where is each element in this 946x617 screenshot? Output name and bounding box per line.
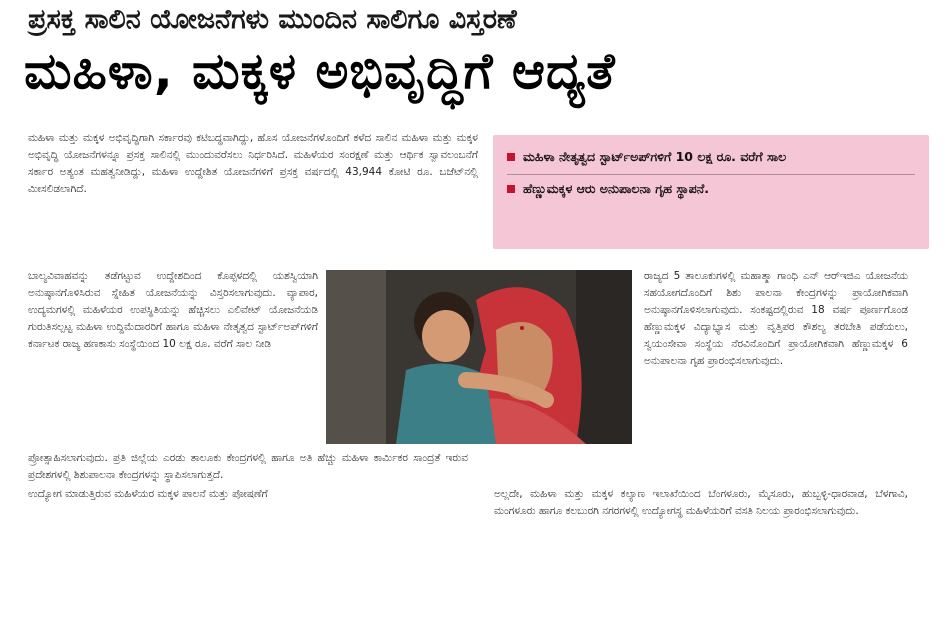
photo-illustration <box>326 270 632 444</box>
right-bottom-text: ಅಲ್ಲದೇ, ಮಹಿಳಾ ಮತ್ತು ಮಕ್ಕಳ ಕಲ್ಯಾಣ ಇಲಾಖೆಯಿಂದ ಬೆಂಗಳೂರು, ಮೈಸೂರು, ಹುಬ್ಬಳ್ಳಿ-ಧಾರವಾಡ, ಬೆಳಗಾವಿ, ಮಂಗಳೂರು ಹಾಗೂ ಕಲಬುರಗಿ ನಗರಗಳಲ್ಲಿ ಉದ್ಯೋಗಸ್ಥ ಮಹಿಳೆಯರಿಗೆ ವಸತಿ ನಿಲಯ ಪ್ರಾರಂಭಿಸಲಾಗುವುದು. <box>494 488 908 517</box>
right-bottom-column <box>494 486 908 522</box>
left-column <box>28 268 318 355</box>
highlight-item <box>507 175 915 206</box>
right-column <box>644 268 908 372</box>
square-bullet-icon <box>507 153 515 161</box>
left-bottom-text: ಪ್ರೋತ್ಸಾಹಿಸಲಾಗುವುದು. ಪ್ರತಿ ಜಿಲ್ಲೆಯ ಎರಡು ತಾಲೂಕು ಕೇಂದ್ರಗಳಲ್ಲಿ ಹಾಗೂ ಅತಿ ಹೆಚ್ಚು ಮಹಿಳಾ ಕಾರ್ಮಿಕರ ಸಾಂದ್ರತೆ ಇರುವ ಪ್ರದೇಶಗಳಲ್ಲಿ ಶಿಶುಪಾಲನಾ ಕೇಂದ್ರಗಳನ್ನು ಸ್ಥಾಪಿಸಲಾಗುತ್ತದೆ. <box>28 452 468 481</box>
highlights-box <box>493 135 929 249</box>
lead-text: ಮಹಿಳಾ ಮತ್ತು ಮಕ್ಕಳ ಅಭಿವೃದ್ಧಿಗಾಗಿ ಸರ್ಕಾರವು ಕಟಿಬದ್ಧವಾಗಿದ್ದು, ಹೊಸ ಯೋಜನೆಗಳೊಂದಿಗೆ ಕಳೆದ ಸಾಲಿನ ಮಹಿಳಾ ಮತ್ತು ಮಕ್ಕಳ ಅಭಿವೃದ್ಧಿ ಯೋಜನೆಗಳನ್ನೂ ಪ್ರಸಕ್ತ ಸಾಲಿನಲ್ಲಿ ಮುಂದುವರೆಸಲು ನಿರ್ಧರಿಸಿದೆ. ಮಹಿಳೆಯರ ಸಂರಕ್ಷಣೆ ಮತ್ತು ಆರ್ಥಿಕ ಸ್ವಾವಲಂಬನೆಗೆ ಸರ್ಕಾರ ಅತ್ಯಂತ ಮಹತ್ವನೀಡಿದ್ದು, ಮಹಿಳಾ ಉದ್ದೇಶಿತ ಯೋಜನೆಗಳಿಗೆ ಪ್ರಸಕ್ತ ವರ್ಷದಲ್ಲಿ 43,944 ಕೋಟಿ ರೂ. ಬಜೆಟ್‌ನಲ್ಲಿ ಮೀಸಲಿಡಲಾಗಿದೆ. <box>28 132 478 195</box>
highlight-text: ಮಹಿಳಾ ನೇತೃತ್ವದ ಸ್ಟಾರ್ಟ್‌ಅಪ್‌ಗಳಿಗೆ 10 ಲಕ್ಷ ರೂ. ವರೆಗೆ ಸಾಲ <box>523 149 787 164</box>
left-bottom-column <box>28 450 468 505</box>
article-subheadline: ಪ್ರಸಕ್ತ ಸಾಲಿನ ಯೋಜನೆಗಳು ಮುಂದಿನ ಸಾಲಿಗೂ ವಿಸ್ತರಣೆ <box>28 4 517 35</box>
lead-paragraph <box>28 130 478 200</box>
highlight-text: ಹೆಣ್ಣುಮಕ್ಕಳ ಆರು ಅನುಪಾಲನಾ ಗೃಹ ಸ್ಥಾಪನೆ. <box>523 181 709 196</box>
highlight-item <box>507 143 915 175</box>
left-column-text: ಬಾಲ್ಯವಿವಾಹವನ್ನು ತಡೆಗಟ್ಟುವ ಉದ್ದೇಶದಿಂದ ಕೊಪ್ಪಳದಲ್ಲಿ ಯಶಸ್ವಿಯಾಗಿ ಅನುಷ್ಠಾನಗೊಳಿಸಿರುವ ಸ್ನೇಹಿತ ಯೋಜನೆಯನ್ನು ವಿಸ್ತರಿಸಲಾಗುವುದು. ವ್ಯಾಪಾರ, ಉದ್ಯಮಗಳಲ್ಲಿ ಮಹಿಳೆಯರ ಉಪಸ್ಥಿತಿಯನ್ನು ಹೆಚ್ಚಿಸಲು ಎಲಿವೇಟ್ ಯೋಜನೆಯಡಿ ಗುರುತಿಸಲ್ಪಟ್ಟ ಮಹಿಳಾ ಉದ್ದಿಮೆದಾರರಿಗೆ ಹಾಗೂ ಮಹಿಳಾ ನೇತೃತ್ವದ ಸ್ಟಾರ್ಟ್‌ಅಪ್‌ಗಳಿಗೆ ಕರ್ನಾಟಕ ರಾಜ್ಯ ಹಣಕಾಸು ಸಂಸ್ಥೆಯಿಂದ 10 ಲಕ್ಷ ರೂ. ವರೆಗೆ ಸಾಲ ನೀಡಿ <box>28 270 318 350</box>
article-headline: ಮಹಿಳಾ, ಮಕ್ಕಳ ಅಭಿವೃದ್ಧಿಗೆ ಆದ್ಯತೆ <box>24 42 616 100</box>
mother-child-photo <box>326 270 632 444</box>
right-column-text: ರಾಜ್ಯದ 5 ತಾಲೂಕುಗಳಲ್ಲಿ ಮಹಾತ್ಮಾ ಗಾಂಧಿ ಎನ್ ಆರ್‌ಇಜಿಎ ಯೋಜನೆಯ ಸಹಯೋಗದೊಂದಿಗೆ ಶಿಶು ಪಾಲನಾ ಕೇಂದ್ರಗಳನ್ನು ಪ್ರಾಯೋಗಿಕವಾಗಿ ಅನುಷ್ಠಾನಗೊಳಿಸಲಾಗುವುದು. ಸಂಕಷ್ಟದಲ್ಲಿರುವ 18 ವರ್ಷ ಪೂರ್ಣಗೊಂಡ ಹೆಣ್ಣುಮಕ್ಕಳ ವಿದ್ಯಾಭ್ಯಾಸ ಮತ್ತು ವೃತ್ತಿಪರ ಕೌಶಲ್ಯ ತರಬೇತಿ ಪಡೆಯಲು, ಸ್ವಯಂಸೇವಾ ಸಂಸ್ಥೆಯ ನೆರವಿನೊಂದಿಗೆ ಪ್ರಾಯೋಗಿಕವಾಗಿ ಹೆಣ್ಣುಮಕ್ಕಳ 6 ಅನುಪಾಲನಾ ಗೃಹ ಪ್ರಾರಂಭಿಸಲಾಗುವುದು. <box>644 270 908 367</box>
left-bottom-text: ಉದ್ಯೋಗ ಮಾಡುತ್ತಿರುವ ಮಹಿಳೆಯರ ಮಕ್ಕಳ ಪಾಲನೆ ಮತ್ತು ಪೋಷಣೆಗೆ <box>28 488 268 500</box>
square-bullet-icon <box>507 185 515 193</box>
